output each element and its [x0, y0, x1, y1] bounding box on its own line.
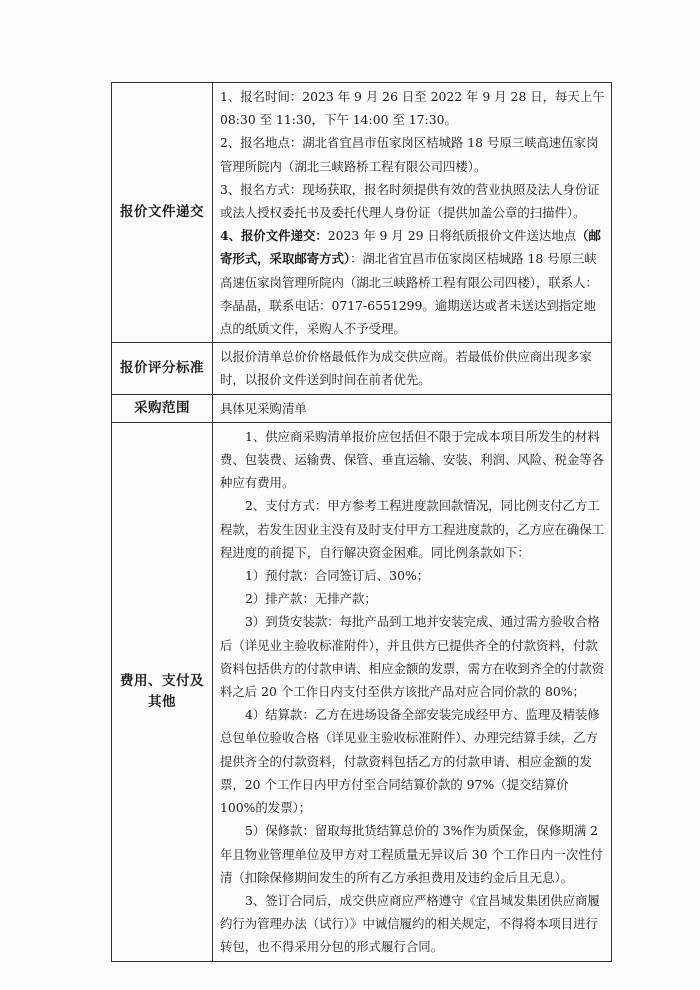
- label-payment-line1: 费用、支付及: [120, 672, 204, 689]
- delivery-lead: 4、报价文件递交：: [220, 228, 328, 244]
- table-row-payment: [112, 422, 612, 961]
- delivery-mode: （邮寄形式，采取邮寄方式）: [220, 228, 601, 267]
- label-submission: 报价文件递交: [112, 83, 213, 343]
- table-row-evaluation: [112, 343, 612, 394]
- payment-item-2: 2、支付方式：甲方参考工程进度款回款情况，同比例支付乙方工程款，若发生因业主没有及时支付甲方工程进度款的，乙方应在确保工程进度的前提下，自行解决资金困难。同比例条款如下：: [220, 498, 605, 560]
- content-evaluation: 以报价清单总价价格最低作为成交供应商。若最低价供应商出现多家时，以报价文件送到时间在前者优先。: [213, 343, 612, 394]
- payment-sub-3: 3）到货安装款：每批产品到工地并安装完成、通过需方验收合格后（详见业主验收标准附件），并且供方已提供齐全的付款资料，付款资料包括供方的付款申请、相应金额的发票，需方在收到齐全的付款资料之后 20 个工作日内支付至供方该批产品对应合同价款的 80%；: [220, 614, 605, 700]
- payment-sub-5: 5）保修款：留取每批货结算总价的 3%作为质保金，保修期满 2 年且物业管理单位及甲方对工程质量无异议后 30 个工作日内一次性付清（扣除保修期间发生的所有乙方承担费用及违约金后且无息）。: [220, 823, 603, 885]
- payment-item-3: 3、签订合同后，成交供应商应严格遵守《宜昌城发集团供应商履约行为管理办法（试行）》中诚信履约的相关规定，不得将本项目进行转包，也不得采用分包的形式履行合同。: [220, 892, 600, 955]
- content-scope: 具体见采购清单: [213, 394, 612, 422]
- payment-sub-1: 1）预付款：合同签订后、30%；: [245, 568, 430, 584]
- submission-time: 1、报名时间：2023 年 9 月 26 日至 2022 年 9 月 28 日，每天上午 08:30 至 11:30，下午 14:00 至 17:30。: [220, 89, 605, 128]
- label-payment-line2: 其他: [148, 693, 176, 710]
- submission-delivery: [220, 224, 605, 340]
- submission-method: 3、报名方式：现场获取，报名时须提供有效的营业执照及法人身份证或法人授权委托书及委托代理人身份证（提供加盖公章的扫描件）。: [220, 181, 600, 221]
- delivery-date: 2023 年 9 月 29 日将纸质报价文件送达地点: [327, 228, 577, 244]
- label-payment: [112, 422, 213, 961]
- submission-location: 2、报名地点：湖北省宜昌市伍家岗区桔城路 18 号原三峡高速伍家岗管理所院内（湖北三峡路桥工程有限公司四楼）。: [220, 135, 599, 174]
- label-evaluation: 报价评分标准: [112, 343, 213, 394]
- payment-sub-2: 2）排产款：无排产款；: [245, 591, 377, 607]
- payment-sub-4: 4）结算款：乙方在进场设备全部安装完成经甲方、监理及精装修总包单位验收合格（详见业主验收标准附件）、办理完结算手续，乙方提供齐全的付款资料，付款资料包括乙方的付款申请、相应金额的发票，20 个工作日内甲方付至合同结算价款的 97%（提交结算价 100%的发票）；: [220, 707, 600, 816]
- delivery-detail: ：湖北省宜昌市伍家岗区桔城路 18 号原三峡高速伍家岗管理所院内（湖北三峡路桥工程有限公司四楼），联系人：李晶晶，联系电话：0717-6551299。逾期送达或者未送达到指定地点的纸质文件，采购人不予受理。: [220, 251, 598, 337]
- procurement-table: [111, 82, 612, 962]
- table-row-submission: [112, 83, 612, 343]
- label-scope: 采购范围: [112, 394, 213, 422]
- content-payment: [213, 422, 612, 961]
- payment-item-1: 1、供应商采购清单报价应包括但不限于完成本项目所发生的材料费、包装费、运输费、保管、垂直运输、安装、利润、风险、税金等各种应有费用。: [220, 428, 605, 491]
- table-row-scope: [112, 394, 612, 422]
- content-submission: [213, 83, 612, 343]
